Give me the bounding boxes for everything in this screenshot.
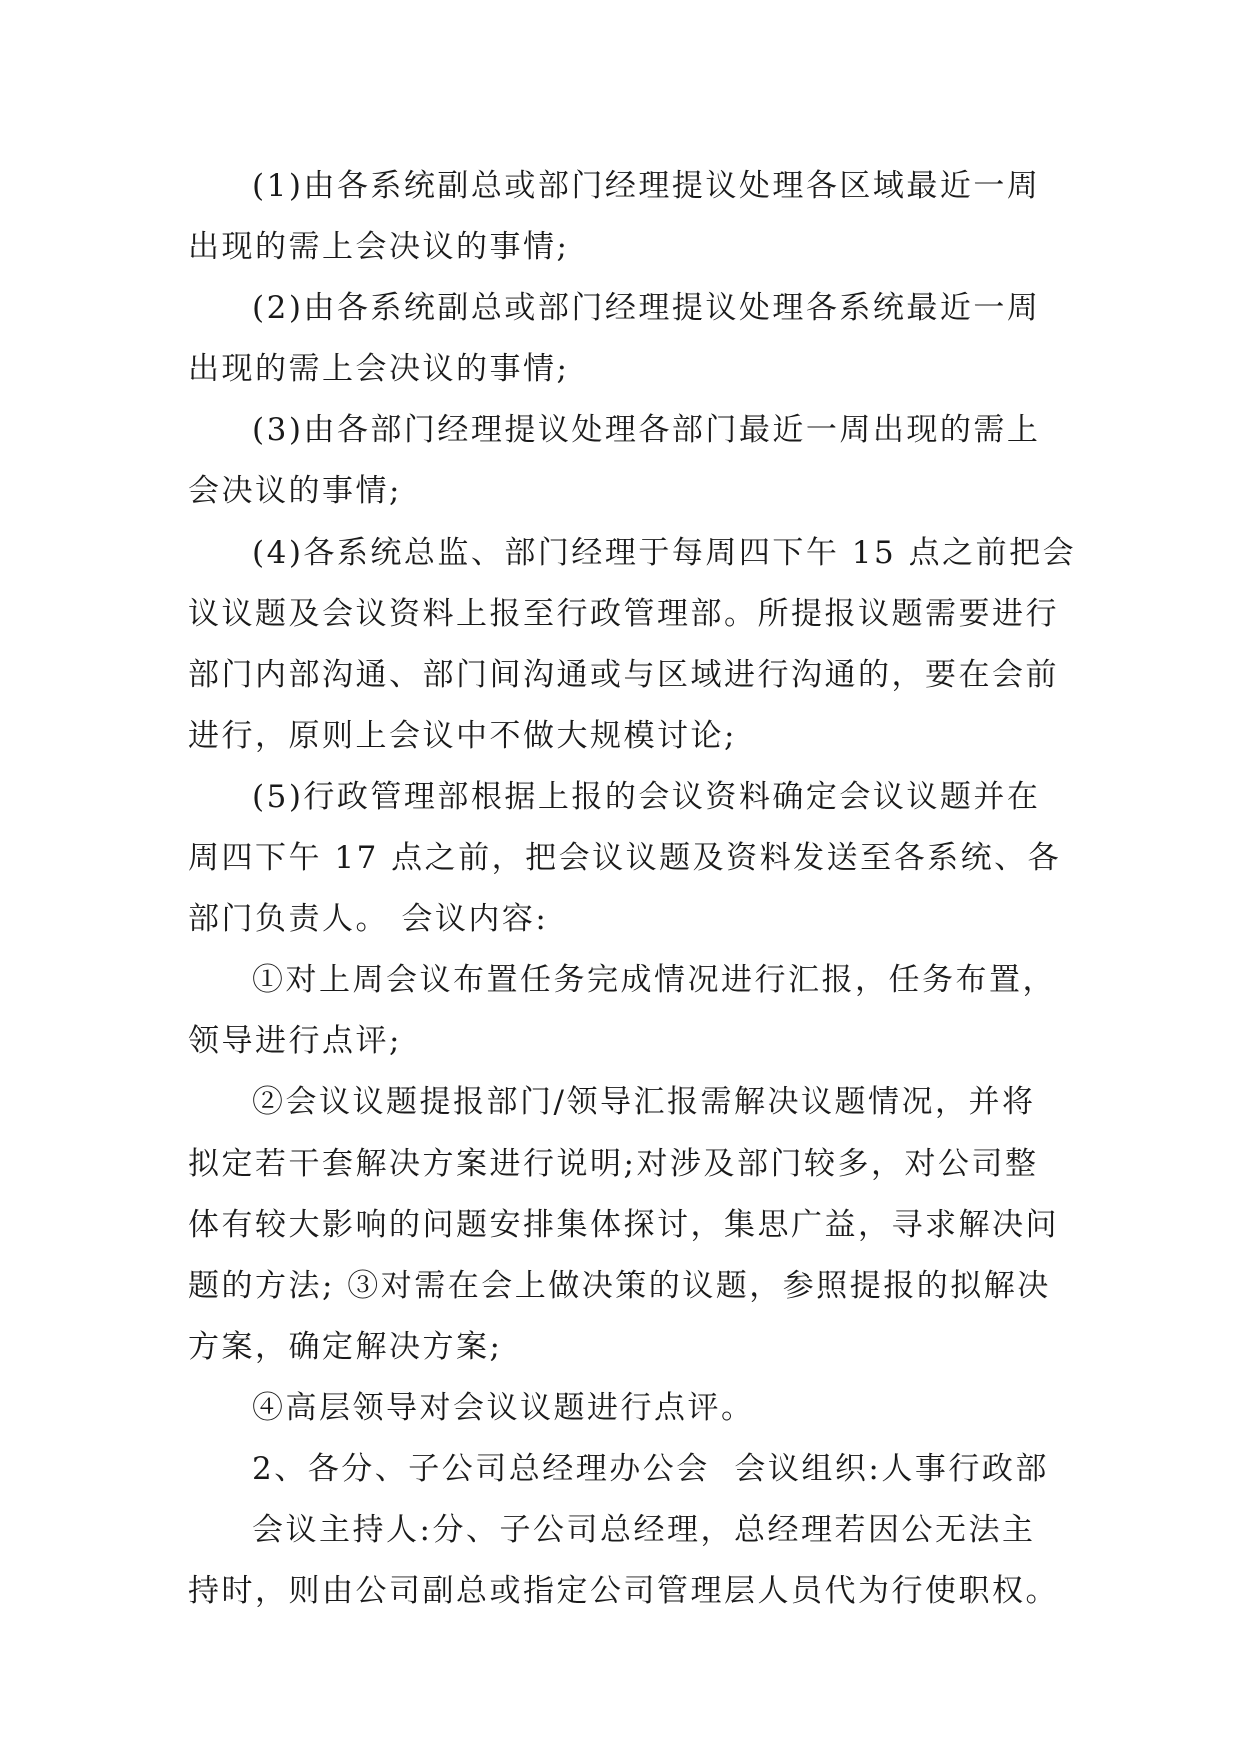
text-line: 持时，则由公司副总或指定公司管理层人员代为行使职权。 [188,1573,1059,1610]
text-line: (3)由各部门经理提议处理各部门最近一周出现的需上 [252,412,1041,449]
text-line: ①对上周会议布置任务完成情况进行汇报，任务布置， [252,962,1056,999]
text-line: 进行，原则上会议中不做大规模讨论; [188,717,737,754]
text-line: (5)行政管理部根据上报的会议资料确定会议议题并在 [252,778,1041,815]
text-line: (1)由各系统副总或部门经理提议处理各区域最近一周 [252,168,1041,204]
text-line: (4)各系统总监、部门经理于每周四下午 15 点之前把会 [252,534,1077,571]
text-line: 部门内部沟通、部门间沟通或与区域进行沟通的，要在会前 [188,656,1059,693]
text-line: 2、各分、子公司总经理办公会 会议组织:人事行政部 [252,1450,1049,1487]
text-line: 部门负责人。 会议内容: [188,901,549,938]
text-line: 议议题及会议资料上报至行政管理部。所提报议题需要进行 [188,595,1059,632]
text-line: 题的方法; ③对需在会上做决策的议题，参照提报的拟解决 [188,1267,1051,1304]
text-line: 出现的需上会决议的事情; [188,351,570,388]
document-body [188,156,1077,1622]
text-line: 拟定若干套解决方案进行说明;对涉及部门较多，对公司整 [188,1145,1039,1182]
text-line: 周四下午 17 点之前，把会议议题及资料发送至各系统、各 [188,840,1062,877]
text-line: (2)由各系统副总或部门经理提议处理各系统最近一周 [252,290,1041,327]
text-line: ④高层领导对会议议题进行点评。 [252,1389,755,1426]
text-line: 会议主持人:分、子公司总经理，总经理若因公无法主 [252,1512,1036,1549]
text-line: 体有较大影响的问题安排集体探讨，集思广益，寻求解决问 [188,1206,1059,1243]
text-line: 领导进行点评; [188,1023,402,1060]
text-line: 方案，确定解决方案; [188,1328,503,1365]
text-line: 会决议的事情; [188,473,402,510]
text-line: ②会议议题提报部门/领导汇报需解决议题情况，并将 [252,1084,1036,1121]
text-line: 出现的需上会决议的事情; [188,229,570,266]
